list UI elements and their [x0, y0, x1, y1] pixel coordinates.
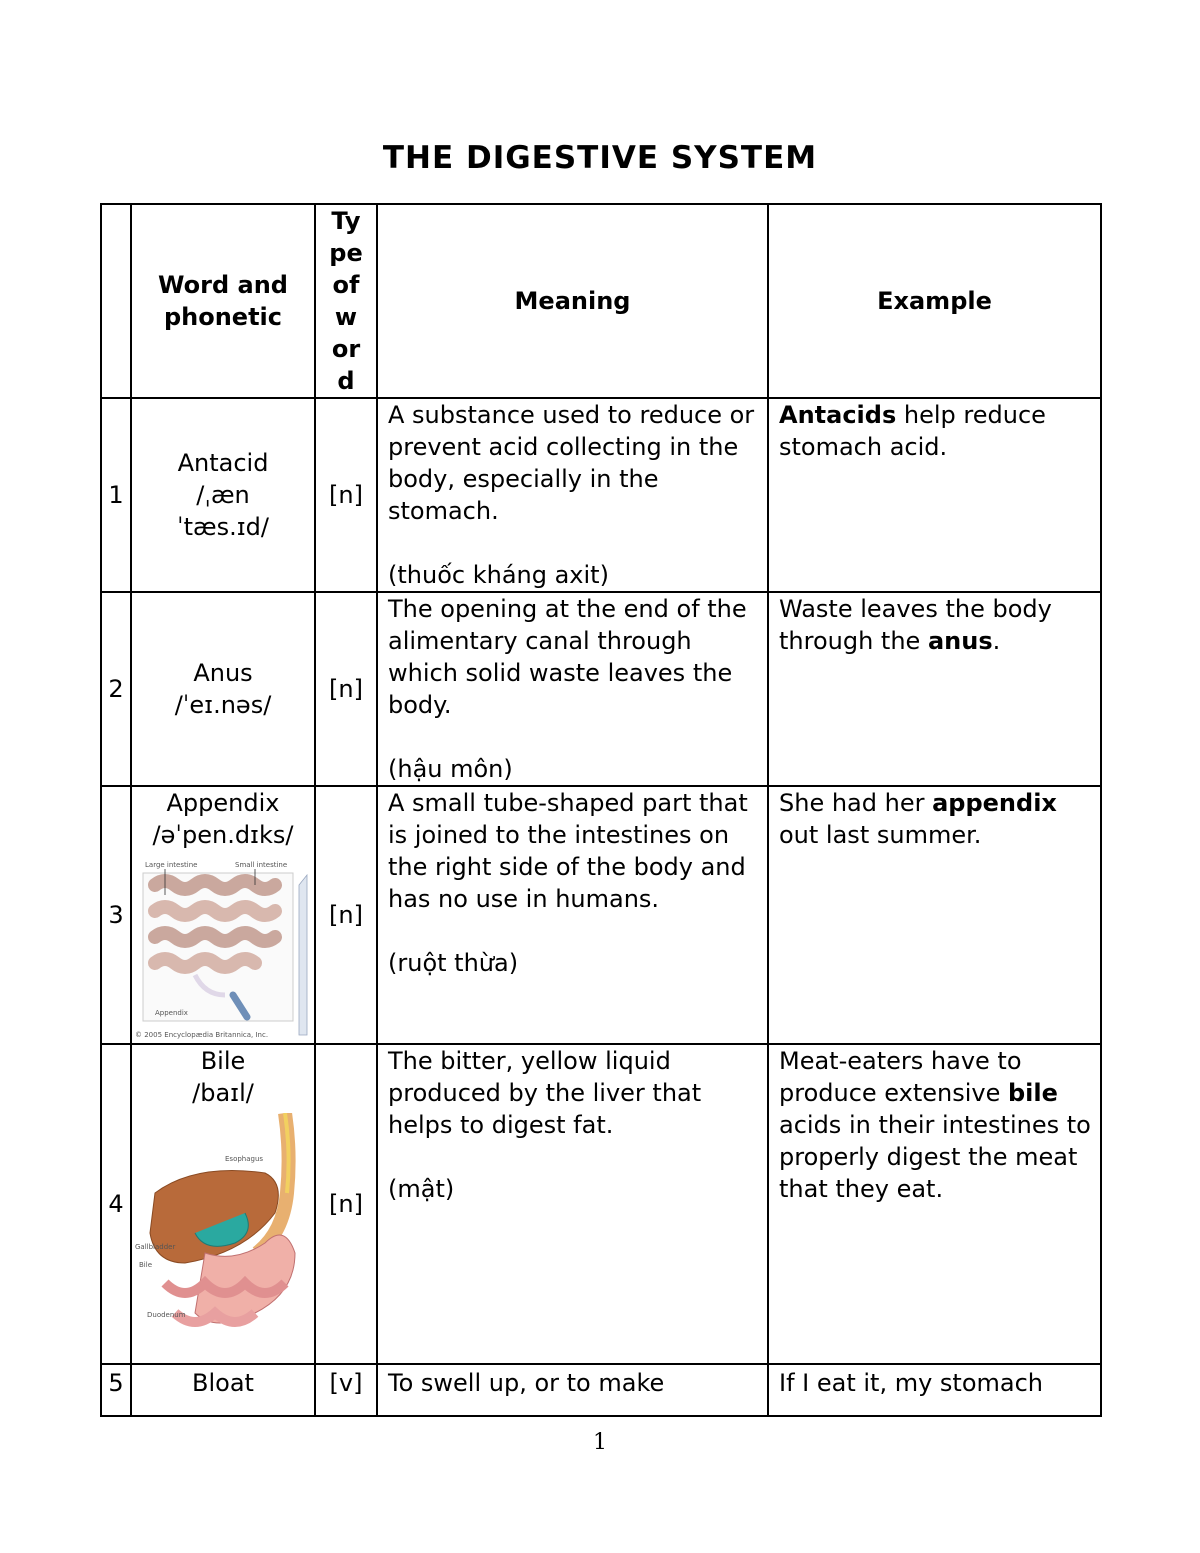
row-number: 4 — [101, 1044, 131, 1364]
header-word-label: Word and phonetic — [158, 271, 288, 331]
meaning-cell — [377, 786, 768, 1044]
image-credit: © 2005 Encyclopædia Britannica, Inc. — [135, 1031, 269, 1039]
table-row — [101, 398, 1101, 592]
image-label-gallbladder: Gallbladder — [135, 1243, 176, 1251]
phonetic: /ˌæn ˈtæs.ɪd/ — [177, 481, 269, 541]
word: Antacid — [177, 449, 269, 477]
row-number: 3 — [101, 786, 131, 1044]
meaning-text: A substance used to reduce or prevent acid collecting in the body, especially in the stomach. — [388, 401, 755, 525]
word-type: [v] — [315, 1364, 377, 1416]
translation-text: (mật) — [388, 1175, 455, 1203]
word: Anus — [193, 659, 253, 687]
example-cell — [768, 398, 1101, 592]
vocabulary-table — [100, 203, 1102, 1417]
header-meaning: Meaning — [377, 204, 768, 398]
intestine-illustration — [135, 855, 311, 1039]
word: Bloat — [192, 1369, 254, 1397]
image-label-duodenum: Duodenum — [147, 1311, 186, 1319]
example-text-post: acids in their intestines to properly digest the meat that they eat. — [779, 1111, 1091, 1203]
row-number: 2 — [101, 592, 131, 786]
table-header-row — [101, 204, 1101, 398]
page-number: 1 — [593, 1430, 607, 1455]
example-keyword: bile — [1008, 1079, 1058, 1107]
example-text-post: help reduce stomach acid. — [779, 401, 1046, 461]
word-cell — [131, 1044, 315, 1364]
table-row — [101, 786, 1101, 1044]
table-row — [101, 592, 1101, 786]
word-cell — [131, 786, 315, 1044]
word-cell — [131, 1364, 315, 1416]
phonetic: /əˈpen.dɪks/ — [152, 821, 294, 849]
meaning-cell — [377, 398, 768, 592]
word-type: [n] — [315, 786, 377, 1044]
example-cell — [768, 1044, 1101, 1364]
word-cell — [131, 592, 315, 786]
meaning-cell — [377, 1364, 768, 1416]
meaning-text: To swell up, or to make — [388, 1369, 665, 1397]
example-keyword: Antacids — [779, 401, 897, 429]
header-example: Example — [768, 204, 1101, 398]
word: Bile — [200, 1047, 246, 1075]
image-label-appendix: Appendix — [155, 1009, 188, 1017]
meaning-cell — [377, 592, 768, 786]
word: Appendix — [166, 789, 280, 817]
table-row — [101, 1364, 1101, 1416]
meaning-text: The opening at the end of the alimentary canal through which solid waste leaves the body. — [388, 595, 747, 719]
example-keyword: anus — [927, 627, 993, 655]
phonetic: /ˈeɪ.nəs/ — [174, 691, 272, 719]
translation-text: (ruột thừa) — [388, 949, 519, 977]
translation-text: (hậu môn) — [388, 755, 513, 783]
image-label-large-intestine: Large intestine — [145, 861, 198, 869]
table-row — [101, 1044, 1101, 1364]
translation-text: (thuốc kháng axit) — [388, 561, 609, 589]
word-type: [n] — [315, 398, 377, 592]
image-label-small-intestine: Small intestine — [235, 861, 288, 869]
word-cell — [131, 398, 315, 592]
example-text-post: . — [992, 627, 1001, 655]
phonetic: /baɪl/ — [192, 1079, 254, 1107]
example-keyword: appendix — [932, 789, 1057, 817]
header-number-cell — [101, 204, 131, 398]
example-text-pre: She had her — [779, 789, 933, 817]
word-type: [n] — [315, 1044, 377, 1364]
header-type-label: Ty pe of w or d — [329, 207, 363, 395]
header-word — [131, 204, 315, 398]
page-title: THE DIGESTIVE SYSTEM — [382, 140, 818, 176]
row-number: 1 — [101, 398, 131, 592]
word-type: [n] — [315, 592, 377, 786]
example-cell — [768, 786, 1101, 1044]
example-text-pre: If I eat it, my stomach — [779, 1369, 1044, 1397]
liver-gallbladder-illustration — [135, 1113, 311, 1353]
example-text-post: out last summer. — [779, 821, 982, 849]
meaning-cell — [377, 1044, 768, 1364]
example-text-pre: Waste leaves the body through the — [779, 595, 1052, 655]
example-cell — [768, 592, 1101, 786]
example-cell — [768, 1364, 1101, 1416]
example-text-pre: Meat-eaters have to produce extensive — [779, 1047, 1022, 1107]
meaning-text: The bitter, yellow liquid produced by the liver that helps to digest fat. — [388, 1047, 702, 1139]
header-type — [315, 204, 377, 398]
meaning-text: A small tube-shaped part that is joined to the intestines on the right side of the body and has no use in humans. — [388, 789, 748, 913]
image-label-esophagus: Esophagus — [225, 1155, 264, 1163]
row-number: 5 — [101, 1364, 131, 1416]
image-label-bile: Bile — [139, 1261, 152, 1269]
